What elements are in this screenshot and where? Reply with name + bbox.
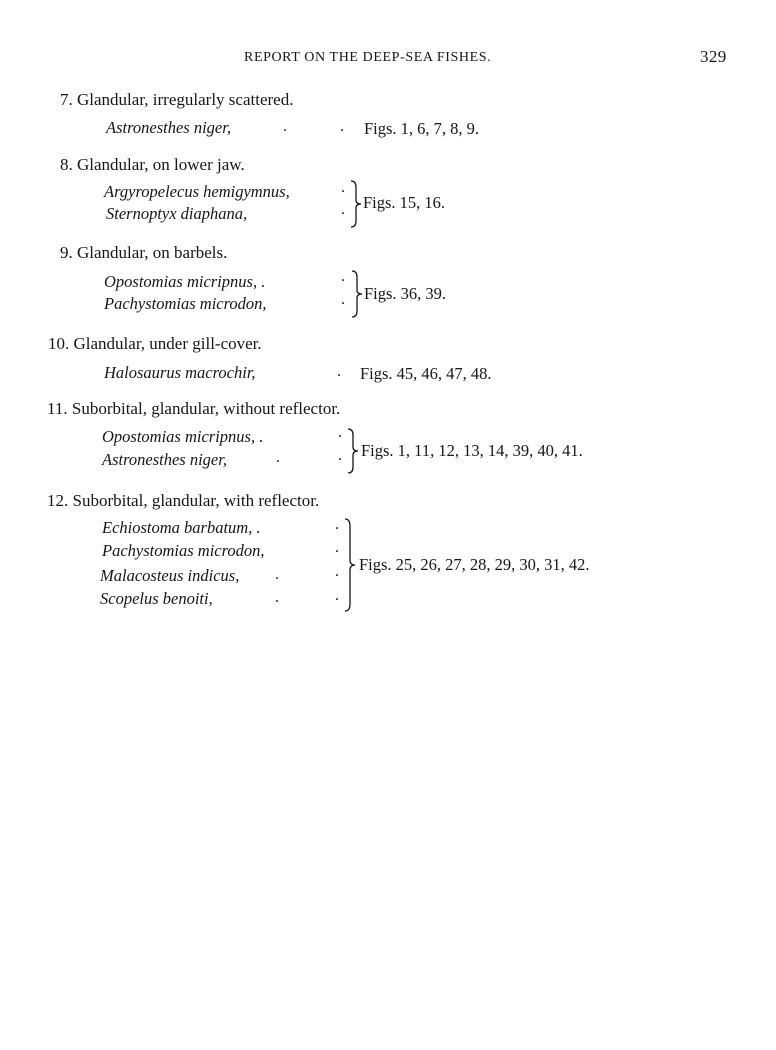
figure-reference: Figs. 1, 11, 12, 13, 14, 39, 40, 41. — [361, 441, 583, 460]
section-number: 8. — [60, 155, 73, 174]
leader-dot: . — [335, 587, 339, 604]
section-number: 11. — [47, 399, 68, 418]
section-heading — [47, 491, 319, 511]
leader-dot: . — [335, 563, 339, 580]
species-name: Echiostoma barbatum, . — [102, 518, 261, 537]
species-name: Pachystomias microdon, — [102, 541, 265, 560]
species-name: Scopelus benoiti, — [100, 589, 213, 608]
section-heading — [60, 90, 293, 110]
section-title: Suborbital, glandular, without reflector. — [71, 399, 341, 418]
leader-dot: . — [275, 566, 279, 583]
section-number: 9. — [60, 243, 73, 262]
leader-dot: . — [337, 363, 341, 380]
species-name: Halosaurus macrochir, — [104, 363, 256, 382]
figure-reference: Figs. 25, 26, 27, 28, 29, 30, 31, 42. — [359, 555, 590, 574]
section-title: Glandular, on lower jaw. — [77, 155, 245, 174]
leader-dot: . — [341, 291, 345, 308]
section-title: Suborbital, glandular, with reflector. — [72, 491, 320, 510]
figure-reference: Figs. 36, 39. — [364, 284, 447, 303]
species-name: Malacosteus indicus, — [100, 566, 240, 585]
section-title: Glandular, irregularly scattered. — [77, 90, 294, 109]
page-number: 329 — [700, 47, 727, 66]
species-name: Astronesthes niger, — [102, 450, 227, 469]
leader-dot: . — [335, 516, 339, 533]
right-brace — [343, 518, 357, 612]
section-heading — [60, 243, 227, 263]
species-name: Argyropelecus hemigymnus, — [104, 182, 290, 201]
section-heading — [60, 155, 245, 175]
leader-dot: . — [338, 424, 342, 441]
figure-reference: Figs. 15, 16. — [363, 193, 446, 212]
section-number: 10. — [48, 334, 70, 353]
section-heading — [47, 399, 340, 419]
species-name: Opostomias micripnus, . — [104, 272, 266, 291]
right-brace — [349, 180, 363, 228]
figure-reference: Figs. 45, 46, 47, 48. — [360, 364, 492, 383]
leader-dot: . — [275, 589, 279, 606]
section-number: 12. — [47, 491, 69, 510]
leader-dot: . — [338, 447, 342, 464]
leader-dot: . — [283, 118, 287, 135]
leader-dot: . — [276, 449, 280, 466]
leader-dot: . — [341, 201, 345, 218]
section-heading — [48, 334, 262, 354]
running-title: REPORT ON THE DEEP-SEA FISHES. — [244, 50, 492, 65]
leader-dot: . — [340, 118, 344, 135]
section-title: Glandular, on barbels. — [77, 243, 228, 262]
leader-dot: . — [335, 539, 339, 556]
section-title: Glandular, under gill-cover. — [73, 334, 262, 353]
right-brace — [350, 270, 364, 318]
section-number: 7. — [60, 90, 73, 109]
species-name: Astronesthes niger, — [106, 118, 231, 137]
species-name: Sternoptyx diaphana, — [106, 204, 248, 223]
right-brace — [346, 428, 360, 474]
leader-dot: . — [341, 268, 345, 285]
figure-reference: Figs. 1, 6, 7, 8, 9. — [364, 119, 480, 138]
species-name: Opostomias micripnus, . — [102, 427, 264, 446]
species-name: Pachystomias microdon, — [104, 294, 267, 313]
leader-dot: . — [341, 179, 345, 196]
